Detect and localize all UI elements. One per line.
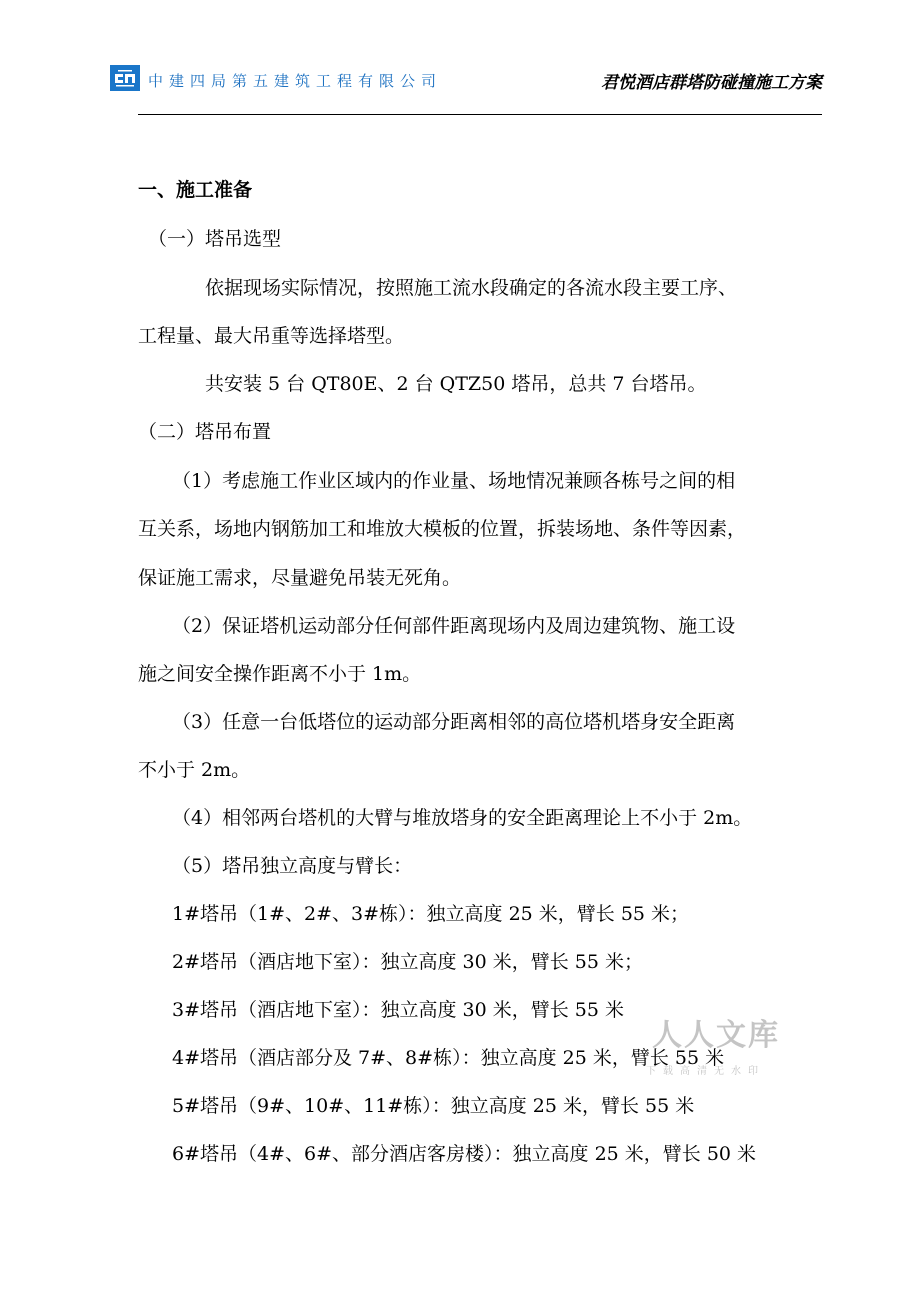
paragraph-line: 工程量、最大吊重等选择塔型。	[138, 325, 405, 347]
list-item-1-line: 保证施工需求，尽量避免吊装无死角。	[138, 567, 462, 589]
list-item-3-line: （3）任意一台低塔位的运动部分距离相邻的高位塔机塔身安全距离	[172, 711, 736, 733]
watermark-sub-text: 下载高清无水印	[646, 1066, 765, 1077]
section-heading: 一、施工准备	[138, 179, 253, 201]
list-item-2-line: 施之间安全操作距离不小于 1m。	[138, 663, 422, 685]
crane-spec-item: 1#塔吊（1#、2#、3#栋）：独立高度 25 米，臂长 55 米；	[172, 903, 690, 925]
list-item-5-line: （5）塔吊独立高度与臂长：	[172, 855, 413, 877]
crane-spec-item: 4#塔吊（酒店部分及 7#、8#栋）：独立高度 25 米，臂长 55 米	[172, 1047, 725, 1069]
crane-spec-item: 5#塔吊（9#、10#、11#栋）：独立高度 25 米，臂长 55 米	[172, 1095, 695, 1117]
watermark-main-text: 人人文库	[652, 1018, 780, 1053]
crane-spec-item: 3#塔吊（酒店地下室）：独立高度 30 米，臂长 55 米	[172, 999, 625, 1021]
list-item-4-line: （4）相邻两台塔机的大臂与堆放塔身的安全距离理论上不小于 2m。	[172, 807, 753, 829]
crane-spec-item: 6#塔吊（4#、6#、部分酒店客房楼）：独立高度 25 米，臂长 50 米	[172, 1143, 757, 1165]
subsection-heading-crane-layout: （二）塔吊布置	[138, 421, 272, 443]
subsection-heading-crane-selection: （一）塔吊选型	[148, 228, 282, 250]
paragraph-crane-count: 共安装 5 台 QT80E、2 台 QTZ50 塔吊，总共 7 台塔吊。	[205, 373, 707, 395]
list-item-3-line: 不小于 2m。	[138, 759, 251, 781]
list-item-1-line: 互关系，场地内钢筋加工和堆放大模板的位置，拆装场地、条件等因素，	[138, 518, 747, 540]
crane-spec-item: 2#塔吊（酒店地下室）：独立高度 30 米，臂长 55 米；	[172, 951, 644, 973]
list-item-1-line: （1）考虑施工作业区域内的作业量、场地情况兼顾各栋号之间的相	[172, 470, 736, 492]
document-title: 君悦酒店群塔防碰撞施工方案	[601, 73, 822, 93]
list-item-2-line: （2）保证塔机运动部分任何部件距离现场内及周边建筑物、施工设	[172, 615, 736, 637]
paragraph-line: 依据现场实际情况，按照施工流水段确定的各流水段主要工序、	[205, 277, 738, 299]
company-name: 中建四局第五建筑工程有限公司	[148, 72, 443, 90]
